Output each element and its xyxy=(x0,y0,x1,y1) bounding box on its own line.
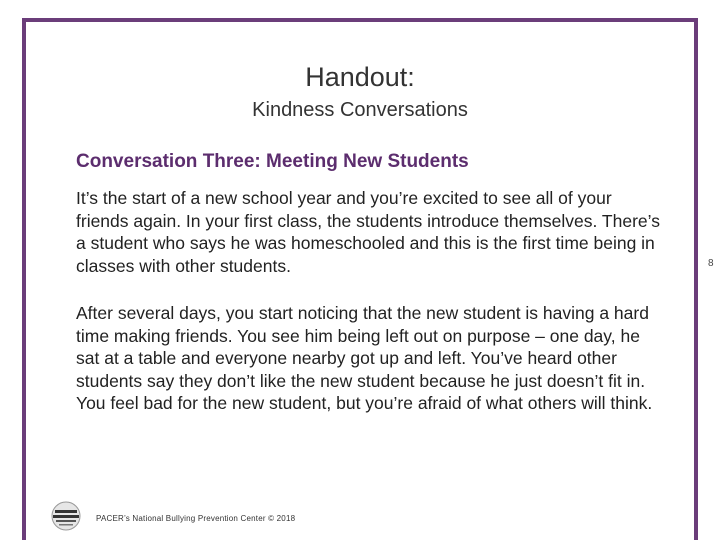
paragraph-2: After several days, you start noticing that the new student is having a hard time making friends. You see him being left out on purpose – one day, he sat at a table and everyone nearby got up and left. You’ve heard other students say they don’t like the new student because he just doesn’t fit in. You feel bad for the new student, but you’re afraid of what others will think. xyxy=(76,303,653,414)
frame-border-left xyxy=(22,18,26,540)
frame-border-top xyxy=(22,18,698,22)
pacer-logo-icon xyxy=(48,500,84,532)
conversation-heading: Conversation Three: Meeting New Students xyxy=(76,151,469,172)
frame-border-right xyxy=(694,18,698,540)
paragraph-1: It’s the start of a new school year and you’re excited to see all of your friends again. In your first class, the students introduce themselves. There’s a student who says he was homeschooled and this is the first time being in classes with other students. xyxy=(76,188,660,276)
handout-subtitle: Kindness Conversations xyxy=(252,99,468,121)
page-number: 8 xyxy=(708,258,714,269)
handout-title: Handout: xyxy=(305,62,415,92)
footer-credit: PACER’s National Bullying Prevention Center © 2018 xyxy=(96,514,296,523)
